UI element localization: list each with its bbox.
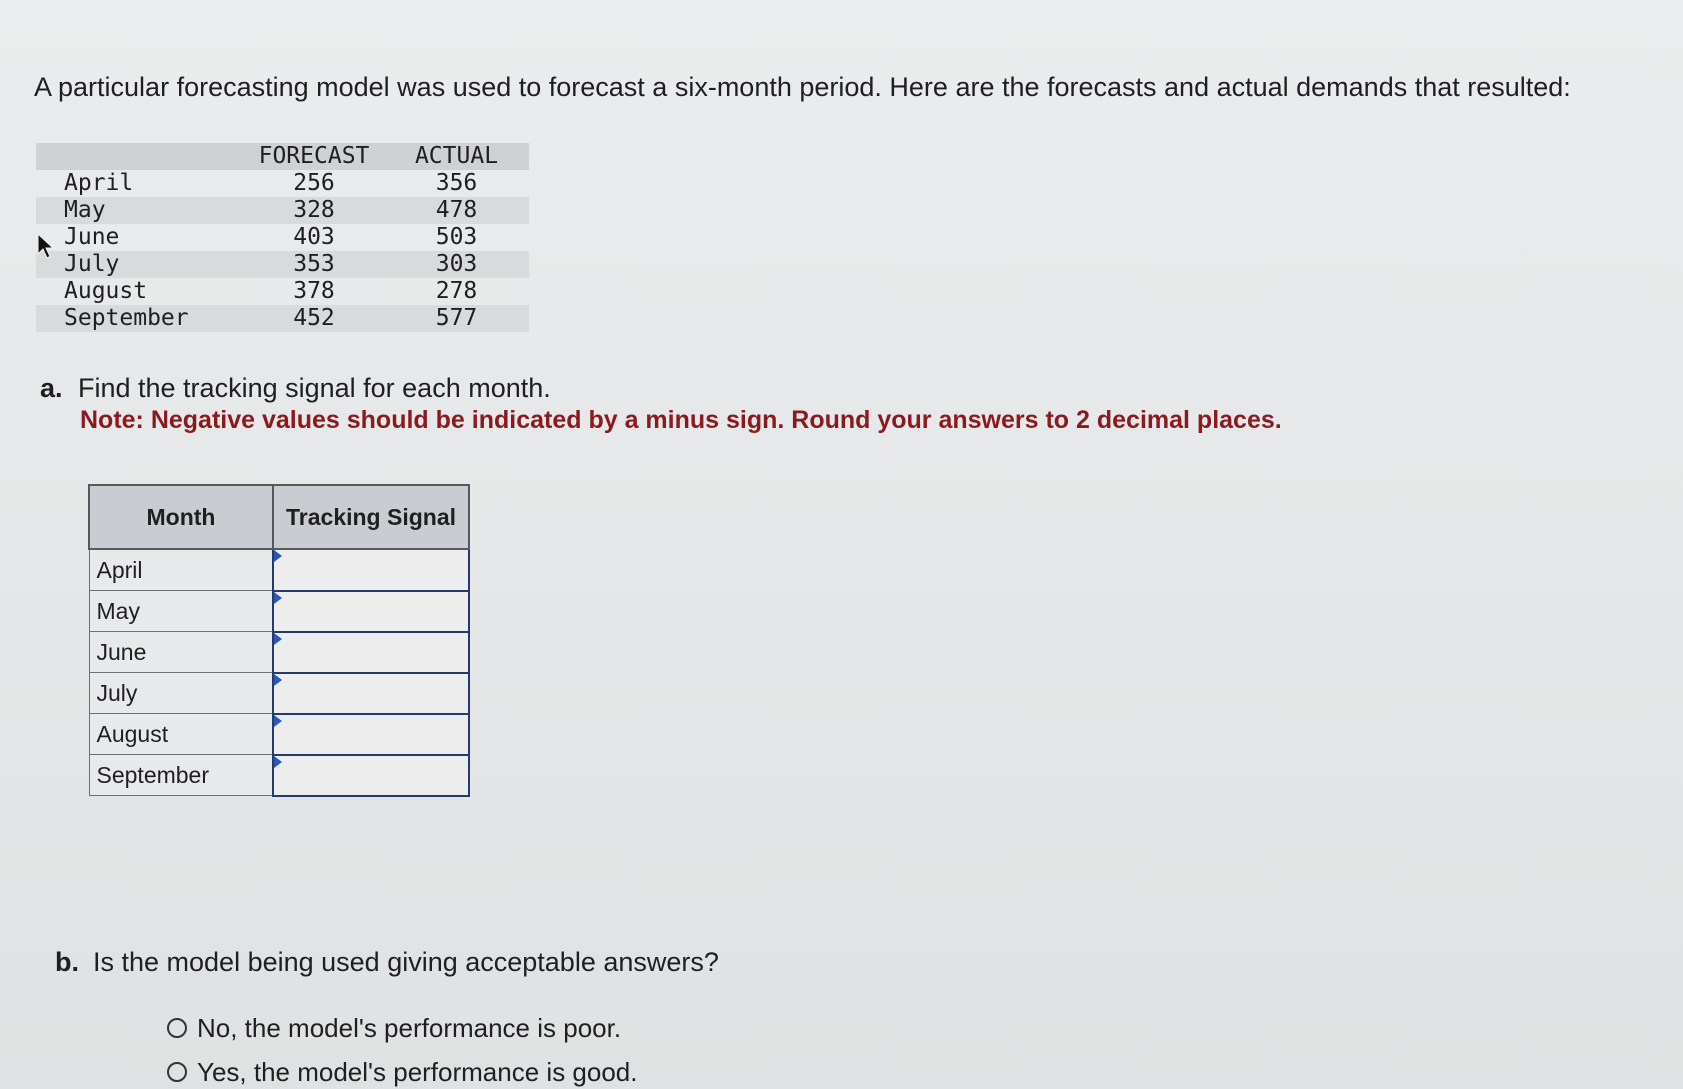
data-month: September xyxy=(64,305,189,331)
tracking-signal-input-april[interactable] xyxy=(274,552,468,588)
tracking-signal-input-july[interactable] xyxy=(274,675,468,711)
data-month: July xyxy=(64,251,120,277)
data-forecast: 353 xyxy=(293,251,335,277)
data-row xyxy=(36,170,529,197)
intro-text: A particular forecasting model was used to forecast a six-month period. Here are the forecasts and actual demands that resulted: xyxy=(34,72,1571,102)
data-row xyxy=(36,278,529,305)
data-month: August xyxy=(64,278,148,304)
tracking-signal-cell xyxy=(273,755,469,796)
header-tracking-signal: Tracking Signal xyxy=(273,485,469,549)
tracking-row xyxy=(89,591,469,632)
mouse-pointer-icon xyxy=(36,232,56,260)
tracking-signal-cell xyxy=(273,673,469,714)
tracking-row xyxy=(89,549,469,591)
input-flag-icon xyxy=(274,633,282,645)
data-row xyxy=(36,197,529,224)
data-row xyxy=(36,305,529,332)
data-header-forecast: FORECAST xyxy=(258,143,370,169)
tracking-month-label: September xyxy=(89,755,273,796)
data-month: June xyxy=(64,224,120,250)
input-flag-icon xyxy=(274,550,282,562)
tracking-signal-table xyxy=(88,484,470,797)
data-actual: 278 xyxy=(435,278,478,304)
part-a-label: a. xyxy=(40,373,63,403)
tracking-row xyxy=(89,755,469,796)
data-header-actual: ACTUAL xyxy=(414,143,499,169)
option-label: No, the model's performance is poor. xyxy=(197,1013,622,1043)
data-header-month xyxy=(36,143,244,170)
data-month: May xyxy=(64,197,106,223)
data-actual: 503 xyxy=(435,224,478,250)
radio-button[interactable] xyxy=(167,1062,187,1082)
option-no-poor[interactable] xyxy=(167,1013,621,1043)
radio-button[interactable] xyxy=(167,1018,187,1038)
data-actual: 356 xyxy=(435,170,478,196)
tracking-signal-cell xyxy=(273,714,469,755)
part-b-text: Is the model being used giving acceptable answers? xyxy=(93,947,719,977)
tracking-signal-cell xyxy=(273,591,469,632)
tracking-month-label: July xyxy=(89,673,273,714)
header-month: Month xyxy=(89,485,273,549)
data-table-header-row xyxy=(36,143,529,170)
data-forecast: 328 xyxy=(293,197,335,223)
data-actual: 478 xyxy=(435,197,478,223)
data-row xyxy=(36,224,529,251)
tracking-month-label: August xyxy=(89,714,273,755)
data-forecast: 378 xyxy=(293,278,335,304)
data-forecast: 256 xyxy=(293,170,335,196)
data-forecast: 403 xyxy=(293,224,335,250)
forecast-data-table xyxy=(36,143,529,332)
input-flag-icon xyxy=(274,592,282,604)
tracking-signal-cell xyxy=(273,549,469,591)
data-actual: 577 xyxy=(435,305,478,331)
tracking-month-label: May xyxy=(89,591,273,632)
data-forecast: 452 xyxy=(293,305,335,331)
tracking-month-label: June xyxy=(89,632,273,673)
data-actual: 303 xyxy=(435,251,478,277)
tracking-row xyxy=(89,632,469,673)
data-month: April xyxy=(64,170,134,196)
tracking-signal-input-may[interactable] xyxy=(274,593,468,629)
part-a-question xyxy=(40,372,551,405)
tracking-header-row xyxy=(89,485,469,549)
tracking-signal-input-august[interactable] xyxy=(274,716,468,752)
tracking-signal-input-june[interactable] xyxy=(274,634,468,670)
tracking-signal-input-september[interactable] xyxy=(274,757,468,793)
input-flag-icon xyxy=(274,756,282,768)
option-yes-good[interactable] xyxy=(167,1057,637,1087)
tracking-signal-cell xyxy=(273,632,469,673)
part-b-question xyxy=(55,946,719,979)
input-flag-icon xyxy=(274,715,282,727)
part-b-label: b. xyxy=(55,947,79,977)
option-label: Yes, the model's performance is good. xyxy=(197,1057,638,1087)
tracking-row xyxy=(89,714,469,755)
data-row xyxy=(36,251,529,278)
tracking-month-label: April xyxy=(89,549,273,591)
part-a-text: Find the tracking signal for each month. xyxy=(78,373,551,403)
rounding-note: Note: Negative values should be indicated by a minus sign. Round your answers to 2 decimal places. xyxy=(80,406,1282,434)
input-flag-icon xyxy=(274,674,282,686)
tracking-row xyxy=(89,673,469,714)
